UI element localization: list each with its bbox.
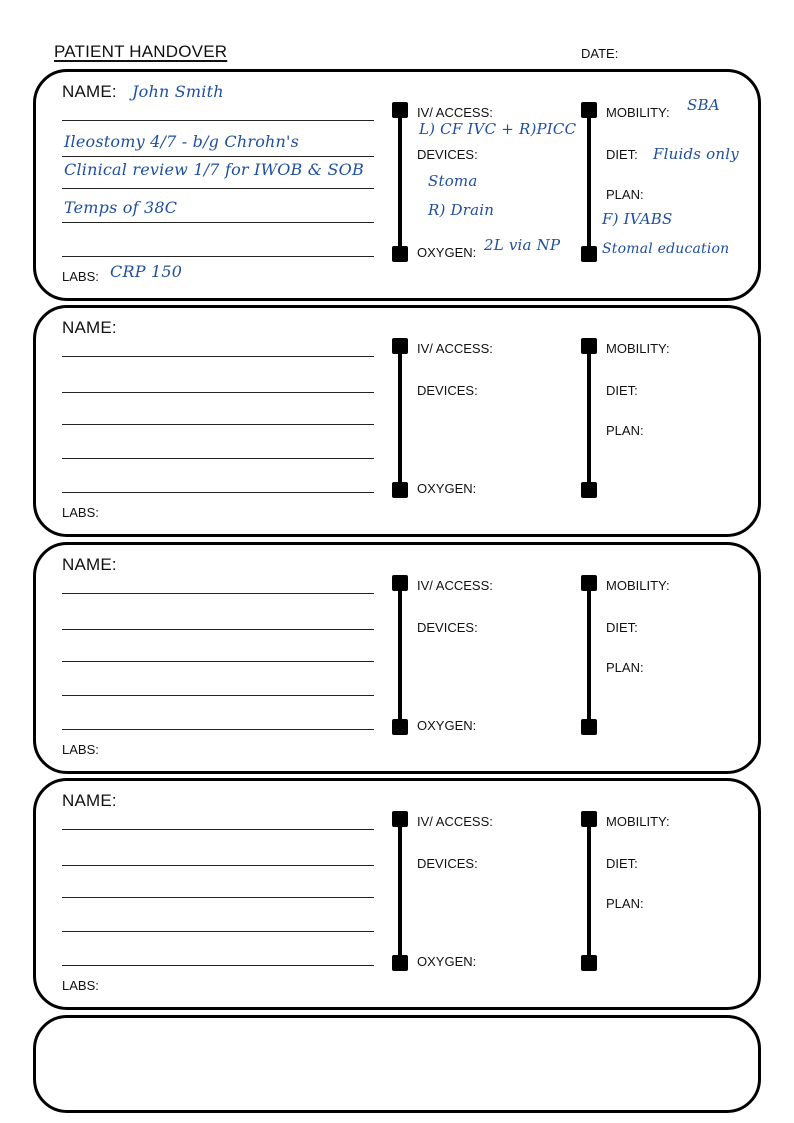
clinical-note-line[interactable]: Clinical review 1/7 for IWOB & SOB xyxy=(64,160,364,179)
date-label: DATE: xyxy=(581,46,619,61)
patient-card xyxy=(33,69,761,301)
diet-field[interactable]: Fluids only xyxy=(653,145,739,163)
timeline-bar xyxy=(398,342,402,494)
oxygen-label: OXYGEN: xyxy=(417,245,477,260)
timeline-bar xyxy=(587,815,591,967)
plan-label: PLAN: xyxy=(606,660,644,675)
notes-box[interactable] xyxy=(33,1015,761,1113)
writing-line xyxy=(62,629,374,630)
timeline-bottom-square-icon xyxy=(392,955,408,971)
timeline-bottom-square-icon xyxy=(581,246,597,262)
labs-label: LABS: xyxy=(62,742,99,757)
writing-line xyxy=(62,156,374,157)
mobility-label: MOBILITY: xyxy=(606,578,670,593)
devices-label: DEVICES: xyxy=(417,620,478,635)
writing-line xyxy=(62,965,374,966)
timeline-marker-right xyxy=(581,811,597,971)
writing-line xyxy=(62,256,374,257)
timeline-top-square-icon xyxy=(392,811,408,827)
devices-label: DEVICES: xyxy=(417,383,478,398)
timeline-bar xyxy=(587,342,591,494)
timeline-bottom-square-icon xyxy=(581,719,597,735)
timeline-bar xyxy=(398,579,402,731)
writing-line xyxy=(62,729,374,730)
iv-access-label: IV/ ACCESS: xyxy=(417,814,493,829)
mobility-label: MOBILITY: xyxy=(606,341,670,356)
writing-line xyxy=(62,188,374,189)
plan-label: PLAN: xyxy=(606,423,644,438)
timeline-bottom-square-icon xyxy=(392,246,408,262)
timeline-top-square-icon xyxy=(581,811,597,827)
mobility-field[interactable]: SBA xyxy=(687,96,720,114)
name-label: NAME: xyxy=(62,82,117,101)
oxygen-label: OXYGEN: xyxy=(417,954,477,969)
devices-label: DEVICES: xyxy=(417,147,478,162)
timeline-bar xyxy=(398,815,402,967)
timeline-marker-left xyxy=(392,575,408,735)
timeline-top-square-icon xyxy=(392,575,408,591)
devices-label: DEVICES: xyxy=(417,856,478,871)
timeline-marker-right xyxy=(581,102,597,262)
plan-field-line-1[interactable]: F) IVABS xyxy=(602,210,673,228)
patient-card xyxy=(33,778,761,1010)
timeline-marker-left xyxy=(392,338,408,498)
timeline-bottom-square-icon xyxy=(581,482,597,498)
timeline-top-square-icon xyxy=(581,102,597,118)
clinical-note-line[interactable]: Ileostomy 4/7 - b/g Chrohn's xyxy=(64,132,300,151)
labs-label: LABS: xyxy=(62,505,99,520)
timeline-marker-left xyxy=(392,811,408,971)
mobility-label: MOBILITY: xyxy=(606,105,670,120)
oxygen-field[interactable]: 2L via NP xyxy=(484,236,561,254)
devices-field-line-2[interactable]: R) Drain xyxy=(428,201,495,219)
diet-label: DIET: xyxy=(606,383,638,398)
writing-line xyxy=(62,458,374,459)
oxygen-label: OXYGEN: xyxy=(417,718,477,733)
labs-field[interactable]: CRP 150 xyxy=(110,262,183,281)
timeline-marker-left xyxy=(392,102,408,262)
writing-line xyxy=(62,120,374,121)
diet-label: DIET: xyxy=(606,856,638,871)
timeline-bottom-square-icon xyxy=(392,719,408,735)
patient-name-field[interactable]: John Smith xyxy=(132,82,224,101)
clinical-note-line[interactable]: Temps of 38C xyxy=(64,198,178,217)
iv-access-label: IV/ ACCESS: xyxy=(417,578,493,593)
name-label: NAME: xyxy=(62,791,117,810)
timeline-bar xyxy=(398,106,402,258)
timeline-marker-right xyxy=(581,338,597,498)
plan-label: PLAN: xyxy=(606,896,644,911)
name-label: NAME: xyxy=(62,555,117,574)
labs-label: LABS: xyxy=(62,269,99,284)
writing-line xyxy=(62,392,374,393)
writing-line xyxy=(62,695,374,696)
timeline-bottom-square-icon xyxy=(581,955,597,971)
timeline-marker-right xyxy=(581,575,597,735)
name-label: NAME: xyxy=(62,318,117,337)
timeline-bar xyxy=(587,106,591,258)
plan-field-line-2[interactable]: Stomal education xyxy=(602,241,730,257)
timeline-bar xyxy=(587,579,591,731)
patient-card xyxy=(33,305,761,537)
patient-card xyxy=(33,542,761,774)
writing-line xyxy=(62,492,374,493)
writing-line xyxy=(62,661,374,662)
timeline-top-square-icon xyxy=(392,338,408,354)
iv-access-label: IV/ ACCESS: xyxy=(417,341,493,356)
timeline-bottom-square-icon xyxy=(392,482,408,498)
timeline-top-square-icon xyxy=(392,102,408,118)
timeline-top-square-icon xyxy=(581,575,597,591)
writing-line xyxy=(62,356,374,357)
page-title: PATIENT HANDOVER xyxy=(54,42,228,61)
writing-line xyxy=(62,931,374,932)
iv-access-label: IV/ ACCESS: xyxy=(417,105,493,120)
writing-line xyxy=(62,829,374,830)
mobility-label: MOBILITY: xyxy=(606,814,670,829)
diet-label: DIET: xyxy=(606,147,638,162)
devices-field-line-1[interactable]: Stoma xyxy=(428,172,478,190)
labs-label: LABS: xyxy=(62,978,99,993)
diet-label: DIET: xyxy=(606,620,638,635)
writing-line xyxy=(62,222,374,223)
writing-line xyxy=(62,424,374,425)
oxygen-label: OXYGEN: xyxy=(417,481,477,496)
plan-label: PLAN: xyxy=(606,187,644,202)
writing-line xyxy=(62,897,374,898)
writing-line xyxy=(62,865,374,866)
timeline-top-square-icon xyxy=(581,338,597,354)
writing-line xyxy=(62,593,374,594)
iv-access-field[interactable]: L) CF IVC + R)PICC xyxy=(419,120,577,138)
